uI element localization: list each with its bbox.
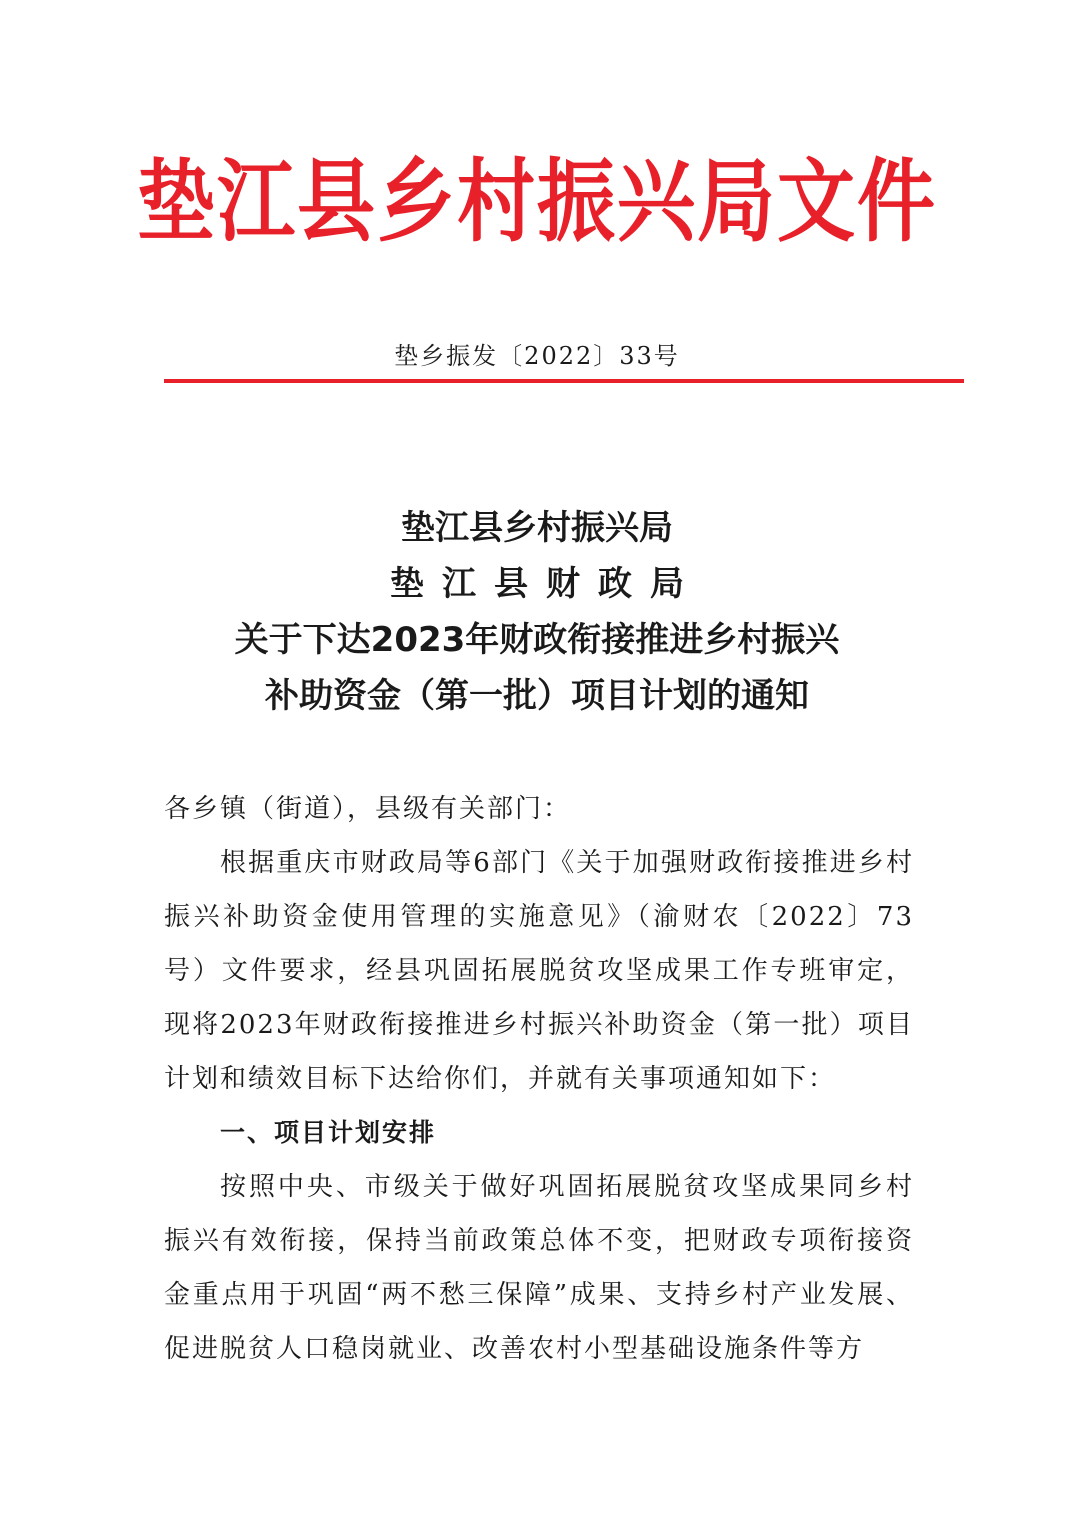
document-title — [0, 500, 1074, 724]
document-number: 垫乡振发〔2022〕33号 — [394, 342, 680, 370]
document-body — [164, 782, 914, 1376]
masthead-title: 垫江县乡村振兴局文件 — [136, 149, 937, 255]
salutation: 各乡镇（街道），县级有关部门： — [164, 794, 572, 824]
section-heading: 一、项目计划安排 — [220, 1118, 437, 1147]
title-subject-2: 补助资金（第一批）项目计划的通知 — [265, 676, 809, 716]
title-issuer-2: 垫江县财政局 — [390, 564, 702, 604]
paragraph: 根据重庆市财政局等6部门《关于加强财政衔接推进乡村振兴补助资金使用管理的实施意见》（渝财农〔2022〕73号）文件要求，经县巩固拓展脱贫攻坚成果工作专班审定，现将2023年财政衔接推进乡村振兴补助资金（第一批）项目计划和绩效目标下达给你们，并就有关事项通知如下： — [164, 848, 914, 1094]
paragraph: 按照中央、市级关于做好巩固拓展脱贫攻坚成果同乡村振兴有效衔接，保持当前政策总体不变，把财政专项衔接资金重点用于巩固“两不愁三保障”成果、支持乡村产业发展、促进脱贫人口稳岗就业、改善农村小型基础设施条件等方 — [164, 1172, 914, 1364]
title-subject-1: 关于下达2023年财政衔接推进乡村振兴 — [234, 620, 840, 660]
title-issuer-1: 垫江县乡村振兴局 — [401, 508, 673, 548]
red-separator-line — [164, 379, 964, 383]
